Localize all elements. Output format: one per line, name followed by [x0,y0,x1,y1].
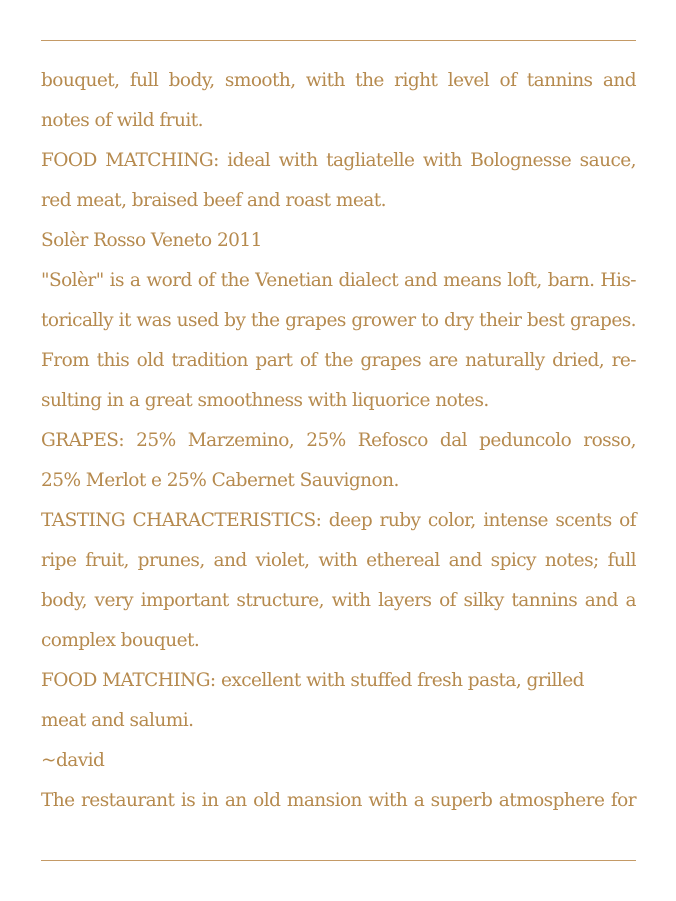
text-line-15: complex bouquet. [41,630,200,651]
text-line-4: red meat, braised beef and roast meat. [41,190,386,211]
text-line-6: "Solèr" is a word of the Venetian dialect and means loft, barn. His- [41,270,636,291]
text-line-16: FOOD MATCHING: excellent with stuffed fresh pasta, grilled [41,670,584,691]
text-line-14: body, very important structure, with layers of silky tannins and a [41,590,636,611]
text-line-9: sulting in a great smoothness with liquorice notes. [41,390,489,411]
text-line-7: torically it was used by the grapes grower to dry their best grapes. [41,310,636,331]
text-line-2: notes of wild fruit. [41,110,203,131]
author-signature: ~david [41,750,105,771]
bottom-divider [41,860,636,861]
text-line-11: 25% Merlot e 25% Cabernet Sauvignon. [41,470,399,491]
text-line-12: TASTING CHARACTERISTICS: deep ruby color, intense scents of [41,510,636,531]
text-line-1: bouquet, full body, smooth, with the right level of tannins and [41,70,636,91]
text-line-10: GRAPES: 25% Marzemino, 25% Refosco dal peduncolo rosso, [41,430,636,451]
text-line-19: The restaurant is in an old mansion with a superb atmosphere for [41,790,636,811]
text-line-8: From this old tradition part of the grapes are naturally dried, re- [41,350,636,371]
text-line-3: FOOD MATCHING: ideal with tagliatelle with Bolognesse sauce, [41,150,636,171]
text-line-13: ripe fruit, prunes, and violet, with ethereal and spicy notes; full [41,550,636,571]
text-line-17: meat and salumi. [41,710,194,731]
wine-title: Solèr Rosso Veneto 2011 [41,230,262,251]
top-divider [41,40,636,41]
article-body [41,61,636,821]
